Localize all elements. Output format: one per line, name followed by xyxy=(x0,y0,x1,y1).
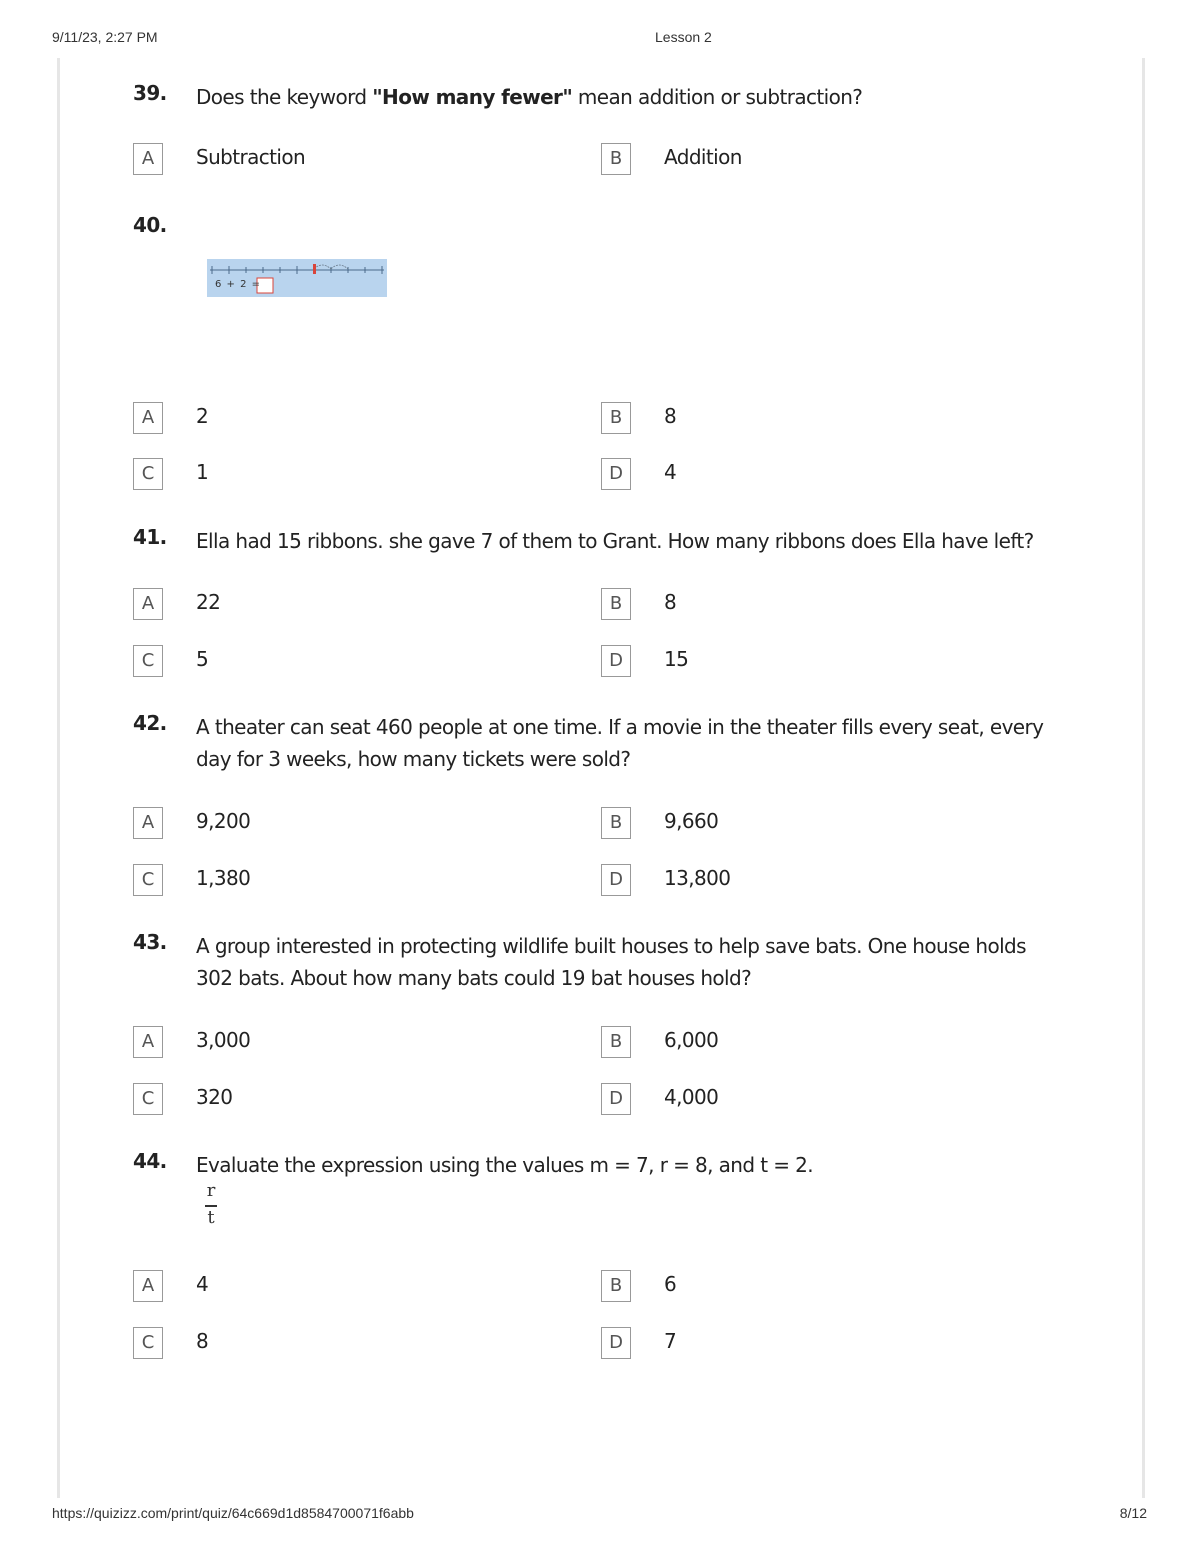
question-number: 44. xyxy=(133,1149,167,1173)
option-letter-box: D xyxy=(601,645,631,677)
option-text: 22 xyxy=(196,590,221,614)
option-letter-box: B xyxy=(601,402,631,434)
option-text: 5 xyxy=(196,647,209,671)
option-letter-box: A xyxy=(133,1270,163,1302)
fraction-denominator: t xyxy=(207,1207,215,1228)
option-text: 8 xyxy=(664,590,677,614)
option-text: 4 xyxy=(196,1272,209,1296)
option-letter-box: C xyxy=(133,864,163,896)
print-datetime: 9/11/23, 2:27 PM xyxy=(52,29,158,45)
option-text: 3,000 xyxy=(196,1028,251,1052)
question-number: 41. xyxy=(133,525,167,549)
option-text: 13,800 xyxy=(664,866,731,890)
option-text: 1 xyxy=(196,460,209,484)
option-letter-box: B xyxy=(601,1270,631,1302)
page-border-right xyxy=(1142,58,1145,1498)
option-letter-box: A xyxy=(133,143,163,175)
question-text: Evaluate the expression using the values m = 7, r = 8, and t = 2. xyxy=(196,1153,814,1177)
question-keyword: "How many fewer" xyxy=(372,85,573,109)
question-text: A theater can seat 460 people at one time. If a movie in the theater fills every seat, every day for 3 weeks, how many tickets were sold? xyxy=(196,715,1044,771)
option-letter-box: A xyxy=(133,588,163,620)
question-text: A group interested in protecting wildlife built houses to help save bats. One house holds 302 bats. About how many bats could 19 bat houses hold? xyxy=(196,934,1026,990)
option-text: 320 xyxy=(196,1085,233,1109)
option-text: 6 xyxy=(664,1272,677,1296)
print-footer xyxy=(0,1505,1200,1525)
option-letter-box: C xyxy=(133,645,163,677)
question-text: Ella had 15 ribbons. she gave 7 of them to Grant. How many ribbons does Ella have left? xyxy=(196,529,1034,553)
question-number: 39. xyxy=(133,81,167,105)
option-letter-box: C xyxy=(133,1327,163,1359)
option-text: 8 xyxy=(196,1329,209,1353)
option-letter-box: A xyxy=(133,402,163,434)
option-letter-box: D xyxy=(601,458,631,490)
option-letter-box: D xyxy=(601,1327,631,1359)
page-title: Lesson 2 xyxy=(655,29,712,45)
fraction-numerator: r xyxy=(206,1180,216,1201)
question-number: 42. xyxy=(133,711,167,735)
page-number: 8/12 xyxy=(1119,1505,1147,1521)
option-letter-box: B xyxy=(601,807,631,839)
option-letter-box: D xyxy=(601,864,631,896)
option-text: 9,200 xyxy=(196,809,251,833)
option-text: 1,380 xyxy=(196,866,251,890)
number-line-equation: 6 + 2 = xyxy=(215,279,262,290)
option-text: 9,660 xyxy=(664,809,719,833)
option-letter-box: A xyxy=(133,807,163,839)
option-letter-box: B xyxy=(601,1026,631,1058)
page-url: https://quizizz.com/print/quiz/64c669d1d8584700071f6abb xyxy=(52,1505,414,1521)
question-text-before: Does the keyword xyxy=(196,85,373,109)
option-text: 6,000 xyxy=(664,1028,719,1052)
option-letter-box: C xyxy=(133,1083,163,1115)
option-letter-box: B xyxy=(601,588,631,620)
option-letter-box: C xyxy=(133,458,163,490)
question-text-after: mean addition or subtraction? xyxy=(572,85,863,109)
option-text: 8 xyxy=(664,404,677,428)
print-header xyxy=(0,29,1200,49)
option-text: 7 xyxy=(664,1329,677,1353)
option-text: 4,000 xyxy=(664,1085,719,1109)
question-number: 40. xyxy=(133,213,167,237)
option-text: Subtraction xyxy=(196,145,306,169)
option-text: Addition xyxy=(664,145,742,169)
number-line-image xyxy=(207,259,387,297)
number-line-graphic xyxy=(207,259,387,297)
question-text xyxy=(196,81,1066,113)
option-letter-box: B xyxy=(601,143,631,175)
question-number: 43. xyxy=(133,930,167,954)
option-text: 4 xyxy=(664,460,677,484)
option-letter-box: D xyxy=(601,1083,631,1115)
option-text: 15 xyxy=(664,647,689,671)
option-letter-box: A xyxy=(133,1026,163,1058)
option-text: 2 xyxy=(196,404,209,428)
page-border-left xyxy=(57,58,60,1498)
